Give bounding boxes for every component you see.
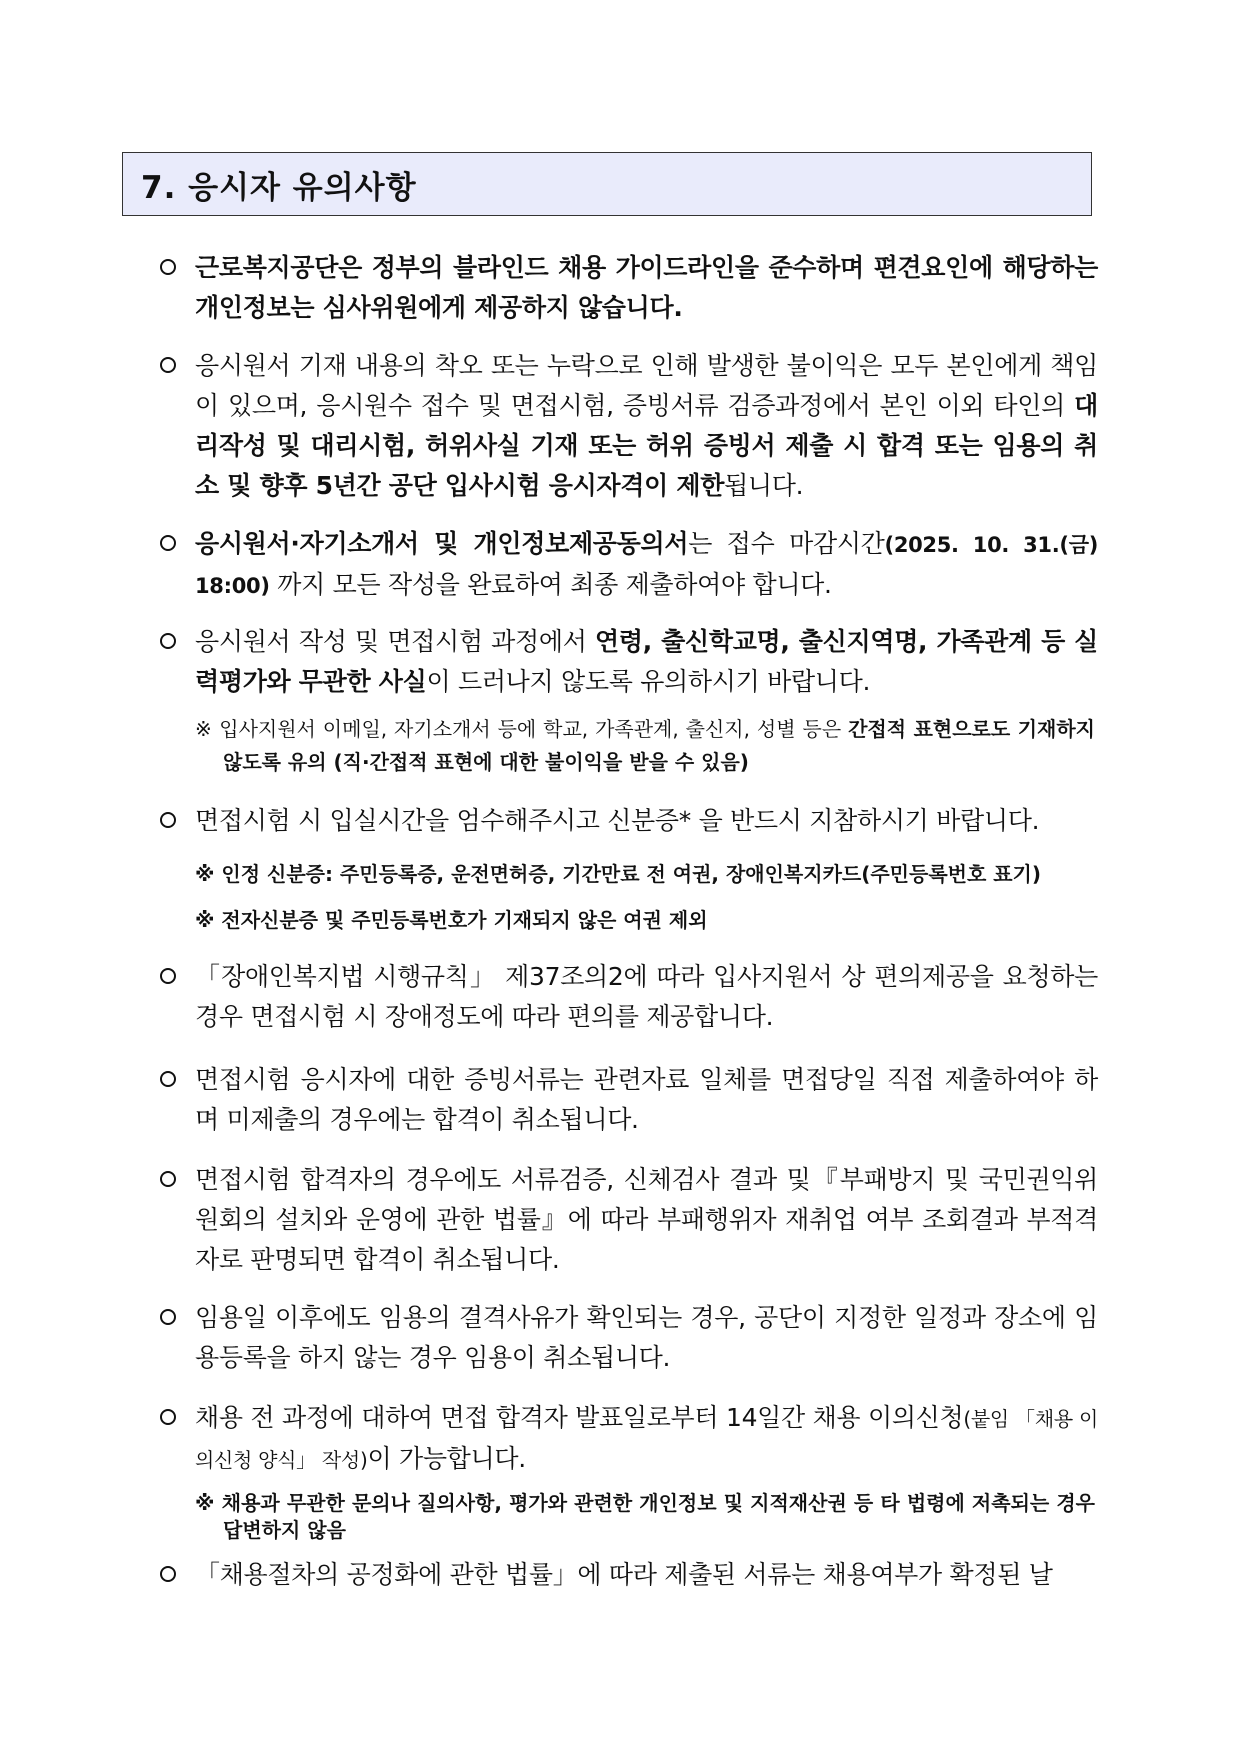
circle-bullet-icon [160, 812, 176, 828]
list-item [160, 801, 1098, 841]
item-text: 임용일 이후에도 임용의 결격사유가 확인되는 경우, 공단이 지정한 일정과 장소에 임용등록을 하지 않는 경우 임용이 취소됩니다. [195, 1303, 1098, 1372]
circle-bullet-icon [160, 535, 176, 551]
list-item [160, 1060, 1098, 1140]
circle-bullet-icon [160, 1566, 176, 1582]
item-text: 이 가능합니다. [367, 1444, 526, 1473]
item-text: 근로복지공단은 정부의 블라인드 채용 가이드라인을 준수하며 편견요인에 해당하는 개인정보는 심사위원에게 제공하지 않습니다. [195, 253, 1098, 322]
circle-bullet-icon [160, 1309, 176, 1325]
list-item [160, 524, 1098, 606]
item-text: 면접시험 응시자에 대한 증빙서류는 관련자료 일체를 면접당일 직접 제출하여야 하며 미제출의 경우에는 합격이 취소됩니다. [195, 1065, 1098, 1134]
item-text: 는 접수 마감시간 [688, 529, 885, 558]
item-text: 「장애인복지법 시행규칙」 제37조의2에 따라 입사지원서 상 편의제공을 요청하는 경우 면접시험 시 장애정도에 따라 편의를 제공합니다. [195, 962, 1098, 1031]
item-text: 이 드러나지 않도록 유의하시기 바랍니다. [426, 667, 871, 696]
item-text-emphasis: 연령, 출신학교명, 출신지역명, 가족관계 등 실력평가와 무관한 사실 [195, 627, 1098, 696]
note-text-emphasis: 간접적 표현으로도 기재하지 않도록 유의 (직·간접적 표현에 대한 불이익을 받을 수 있음) [223, 717, 1095, 774]
circle-bullet-icon [160, 259, 176, 275]
note-id-cards: ※ 인정 신분증: 주민등록증, 운전면허증, 기간만료 전 여권, 장애인복지카드(주민등록번호 표기) [195, 862, 1042, 886]
note [195, 713, 1095, 779]
circle-bullet-icon [160, 633, 176, 649]
section-header [122, 152, 1092, 216]
circle-bullet-icon [160, 1171, 176, 1187]
note-inquiry: ※ 채용과 무관한 문의나 질의사항, 평가와 관련한 개인정보 및 지적재산권 등 타 법령에 저촉되는 경우 답변하지 않음 [195, 1491, 1095, 1542]
list-item [160, 1398, 1098, 1480]
list-item [160, 248, 1098, 328]
circle-bullet-icon [160, 357, 176, 373]
note-exclusion: ※ 전자신분증 및 주민등록번호가 기재되지 않은 여권 제외 [195, 908, 708, 932]
list-item [160, 1160, 1098, 1280]
circle-bullet-icon [160, 1071, 176, 1087]
note-text: ※ 입사지원서 이메일, 자기소개서 등에 학교, 가족관계, 출신지, 성별 등은 [195, 717, 849, 741]
section-title: 7. 응시자 유의사항 [141, 169, 417, 206]
item-text: 면접시험 시 입실시간을 엄수해주시고 신분증* 을 반드시 지참하시기 바랍니다. [195, 806, 1040, 835]
item-text-small: (붙임 「채용 이의신청 양식」 작성) [195, 1407, 1098, 1472]
item-text: 까지 모든 작성을 완료하여 최종 제출하여야 합니다. [269, 570, 832, 599]
list-item [160, 1555, 1098, 1595]
circle-bullet-icon [160, 1409, 176, 1425]
item-text: 응시원서 작성 및 면접시험 과정에서 [195, 627, 596, 656]
list-item [160, 1298, 1098, 1378]
deadline-text: (2025. 10. 31.(금) 18:00) [195, 533, 1098, 598]
item-text: 채용 전 과정에 대하여 면접 합격자 발표일로부터 14일간 채용 이의신청 [195, 1403, 964, 1432]
item-text-emphasis: 응시원서·자기소개서 및 개인정보제공동의서 [195, 529, 689, 558]
list-item [160, 957, 1098, 1037]
item-text: 응시원서 기재 내용의 착오 또는 누락으로 인해 발생한 불이익은 모두 본인에게 책임이 있으며, 응시원수 접수 및 면접시험, 증빙서류 검증과정에서 본인 이외 타인의 [195, 351, 1098, 420]
item-text: 면접시험 합격자의 경우에도 서류검증, 신체검사 결과 및『부패방지 및 국민권익위원회의 설치와 운영에 관한 법률』에 따라 부패행위자 재취업 여부 조회결과 부적격자로 판명되면 합격이 취소됩니다. [195, 1165, 1098, 1274]
item-text: 「채용절차의 공정화에 관한 법률」에 따라 제출된 서류는 채용여부가 확정된 날 [195, 1560, 1053, 1589]
list-item [160, 346, 1098, 506]
circle-bullet-icon [160, 968, 176, 984]
list-item [160, 622, 1098, 702]
item-text: 됩니다. [724, 471, 804, 500]
item-text-emphasis: 대리작성 및 대리시험, 허위사실 기재 또는 허위 증빙서 제출 시 합격 또는 임용의 취소 및 향후 5년간 공단 입사시험 응시자격이 제한 [195, 391, 1098, 500]
